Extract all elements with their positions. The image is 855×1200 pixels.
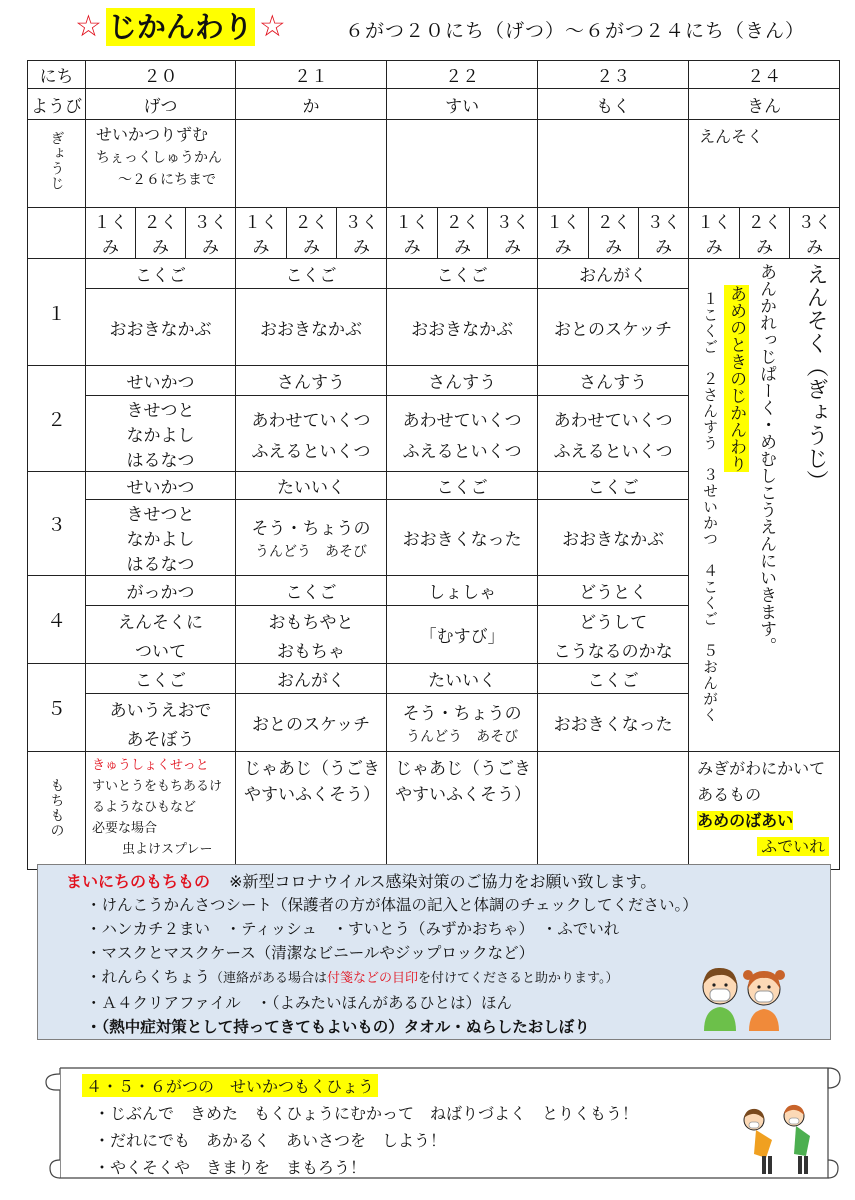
content-line: きせつと: [126, 505, 195, 525]
subject-cell: さんすう: [538, 366, 689, 396]
class-cell: １くみ: [538, 208, 589, 259]
content-cell: おおきくなった: [538, 694, 689, 752]
belongings-wednesday: じゃあじ（うごきやすいふくそう）: [387, 752, 538, 870]
label-youbi: ようび: [28, 89, 86, 120]
belongings-monday: [86, 752, 236, 870]
content-cell: [86, 396, 236, 472]
belongings-line: 虫よけスプレー: [122, 842, 213, 857]
weekday-cell: げつ: [86, 89, 236, 120]
belongings-tuesday: じゃあじ（うごきやすいふくそう）: [236, 752, 387, 870]
event-mon-line3: ～２６にちまで: [118, 172, 216, 188]
date-cell: ２０: [86, 61, 236, 89]
label-nichi: にち: [28, 61, 86, 89]
event-monday: [86, 120, 236, 208]
list-item: ・やくそくや きまりを まもろう！: [94, 1158, 367, 1177]
content-line: そう・ちょうの: [402, 704, 522, 724]
list-item: ・Ａ４クリアファイル ・（よみたいほんがあるひとは）ほん: [86, 994, 512, 1012]
content-cell: [236, 606, 387, 664]
content-cell: おおきなかぶ: [86, 289, 236, 366]
class-cell: ２くみ: [589, 208, 639, 259]
belongings-line: るようなひもなど: [92, 800, 197, 815]
content-cell: [538, 606, 689, 664]
date-cell: ２１: [236, 61, 387, 89]
ensoku-title: えんそく（ぎょうじ）: [803, 263, 829, 493]
blank-cell: [28, 208, 86, 259]
content-line: あわせていくつ: [402, 410, 522, 431]
subject-cell: さんすう: [387, 366, 538, 396]
belongings-row: [28, 752, 840, 870]
belongings-line: あめのばあい: [697, 811, 794, 830]
subject-cell: こくご: [86, 664, 236, 694]
content-line: うんどう あそび: [255, 544, 368, 560]
content-line: あわせていくつ: [251, 410, 371, 431]
masked-children-illustration: [692, 959, 792, 1031]
class-cell: １くみ: [236, 208, 287, 259]
subject-cell: こくご: [86, 259, 236, 289]
event-friday: えんそく: [689, 120, 840, 208]
monthly-goals-box: [42, 1060, 842, 1188]
content-line: あそぼう: [126, 729, 195, 750]
class-cell: ２くみ: [287, 208, 337, 259]
class-cell: ２くみ: [740, 208, 790, 259]
class-cell: ２くみ: [438, 208, 488, 259]
label-gyouji: ぎょうじ: [28, 120, 86, 208]
period-label: １: [28, 259, 86, 366]
event-wednesday: [387, 120, 538, 208]
weekday-cell: すい: [387, 89, 538, 120]
class-cell: １くみ: [689, 208, 740, 259]
period-1-subject-row: [28, 259, 840, 289]
subject-cell: たいいく: [236, 472, 387, 500]
list-item: ・ハンカチ２まい ・ティッシュ ・すいとう（みずかおちゃ） ・ふでいれ: [86, 920, 620, 938]
content-cell: [538, 396, 689, 472]
period-label: ４: [28, 576, 86, 664]
weekday-row: [28, 89, 840, 120]
date-row: [28, 61, 840, 89]
content-cell: [387, 694, 538, 752]
title-text: じかんわり: [107, 10, 253, 44]
content-cell: [86, 606, 236, 664]
subject-cell: こくご: [387, 259, 538, 289]
content-line: あいうえおで: [109, 700, 212, 721]
content-cell: おおきなかぶ: [236, 289, 387, 366]
list-item: ・だれにでも あかるく あいさつを しよう！: [94, 1131, 447, 1150]
class-cell: ３くみ: [488, 208, 538, 259]
date-cell: ２２: [387, 61, 538, 89]
content-line: ふえるといくつ: [553, 441, 673, 462]
date-range: ６がつ２０にち（げつ）～６がつ２４にち（きん）: [345, 20, 806, 42]
class-cell: ３くみ: [790, 208, 840, 259]
goals-title: ４・５・６がつの せいかつもくひょう: [82, 1074, 378, 1097]
content-line: ついて: [135, 641, 187, 662]
daily-items-box: [37, 864, 831, 1040]
content-cell: [86, 500, 236, 576]
event-mon-line1: せいかつりずむ: [96, 125, 209, 144]
period-label: ２: [28, 366, 86, 472]
event-tuesday: [236, 120, 387, 208]
date-cell: ２３: [538, 61, 689, 89]
content-line: はるなつ: [126, 555, 195, 575]
subject-cell: せいかつ: [86, 472, 236, 500]
weekday-cell: か: [236, 89, 387, 120]
rain-schedule-label: あめのときのじかんわり: [724, 285, 749, 472]
subject-cell: おんがく: [538, 259, 689, 289]
belongings-line: すいとうをもちあるけ: [92, 779, 223, 794]
subject-cell: こくご: [236, 576, 387, 606]
belongings-line: 必要な場合: [92, 821, 158, 836]
belongings-friday: [689, 752, 840, 870]
content-cell: [387, 396, 538, 472]
ensoku-desc: あんかれっじぱーく・めむしこうえんにいきます。: [756, 263, 777, 654]
content-line: そう・ちょうの: [251, 519, 371, 539]
label-mochimono: もちもの: [28, 752, 86, 870]
content-cell: おとのスケッチ: [538, 289, 689, 366]
list-item: ・マスクとマスクケース（清潔なビニールやジップロックなど）: [86, 944, 535, 962]
subject-cell: さんすう: [236, 366, 387, 396]
friday-ensoku-block: [689, 259, 840, 752]
subject-cell: どうとく: [538, 576, 689, 606]
content-cell: [236, 396, 387, 472]
subject-cell: たいいく: [387, 664, 538, 694]
content-line: おもちゃ: [277, 641, 346, 662]
belongings-line: みぎがわにかいてあるもの: [697, 759, 826, 804]
period-label: ５: [28, 664, 86, 752]
content-line: あわせていくつ: [553, 410, 673, 431]
content-line: どうして: [579, 612, 648, 633]
subject-cell: しょしゃ: [387, 576, 538, 606]
event-thursday: [538, 120, 689, 208]
content-line: こうなるのかな: [553, 641, 673, 662]
covid-notice: ※新型コロナウイルス感染対策のご協力をお願い致します。: [229, 872, 657, 891]
star-icon: ☆: [258, 9, 286, 44]
class-cell: １くみ: [86, 208, 136, 259]
weekday-cell: もく: [538, 89, 689, 120]
content-line: なかよし: [126, 426, 195, 446]
subject-cell: こくご: [538, 664, 689, 694]
list-item: ・じぶんで きめた もくひょうにむかって ねばりづよく とりくもう！: [94, 1104, 639, 1123]
rain-schedule: １こくご ２さんすう ３せいかつ ４こくご ５おんがく: [701, 291, 720, 723]
content-cell: おおきなかぶ: [387, 289, 538, 366]
timetable: [27, 60, 840, 870]
subject-cell: がっかつ: [86, 576, 236, 606]
belongings-line: きゅうしょくせっと: [92, 758, 209, 773]
content-cell: おおきくなった: [387, 500, 538, 576]
list-item: ・れんらくちょう（連絡がある場合は付箋などの目印を付けてくださると助かります。）: [86, 968, 619, 986]
class-cell: ３くみ: [639, 208, 689, 259]
period-label: ３: [28, 472, 86, 576]
content-line: ふえるといくつ: [251, 441, 371, 462]
daily-items-title: まいにちのもちもの: [66, 872, 211, 891]
content-cell: [236, 500, 387, 576]
content-line: ふえるといくつ: [402, 441, 522, 462]
belongings-line: ふでいれ: [697, 834, 835, 860]
content-line: うんどう あそび: [406, 729, 519, 745]
belongings-thursday: [538, 752, 689, 870]
class-row: [28, 208, 840, 259]
content-cell: おおきなかぶ: [538, 500, 689, 576]
list-item: ・けんこうかんさつシート（保護者の方が体温の記入と体調のチェックしてください。）: [86, 896, 698, 914]
date-cell: ２４: [689, 61, 840, 89]
event-mon-line2: ちぇっくしゅうかん: [96, 150, 222, 166]
list-item: ・（熱中症対策として持ってきてもよいもの）タオル・ぬらしたおしぼり: [86, 1018, 590, 1036]
content-cell: 「むすび」: [387, 606, 538, 664]
class-cell: ２くみ: [136, 208, 186, 259]
weekday-cell: きん: [689, 89, 840, 120]
content-line: えんそくに: [118, 612, 204, 633]
subject-cell: せいかつ: [86, 366, 236, 396]
content-cell: おとのスケッチ: [236, 694, 387, 752]
subject-cell: おんがく: [236, 664, 387, 694]
class-cell: １くみ: [387, 208, 438, 259]
content-cell: [86, 694, 236, 752]
content-line: はるなつ: [126, 451, 195, 471]
daily-items-header: [66, 869, 830, 892]
class-cell: ３くみ: [337, 208, 387, 259]
bowing-people-illustration: [734, 1098, 820, 1176]
page-title: [75, 6, 286, 48]
class-cell: ３くみ: [186, 208, 236, 259]
subject-cell: こくご: [387, 472, 538, 500]
goals-list: [94, 1100, 638, 1181]
subject-cell: こくご: [538, 472, 689, 500]
content-line: おもちやと: [268, 612, 354, 633]
content-line: なかよし: [126, 530, 195, 550]
content-line: きせつと: [126, 401, 195, 421]
star-icon: ☆: [75, 9, 102, 44]
event-row: [28, 120, 840, 208]
subject-cell: こくご: [236, 259, 387, 289]
